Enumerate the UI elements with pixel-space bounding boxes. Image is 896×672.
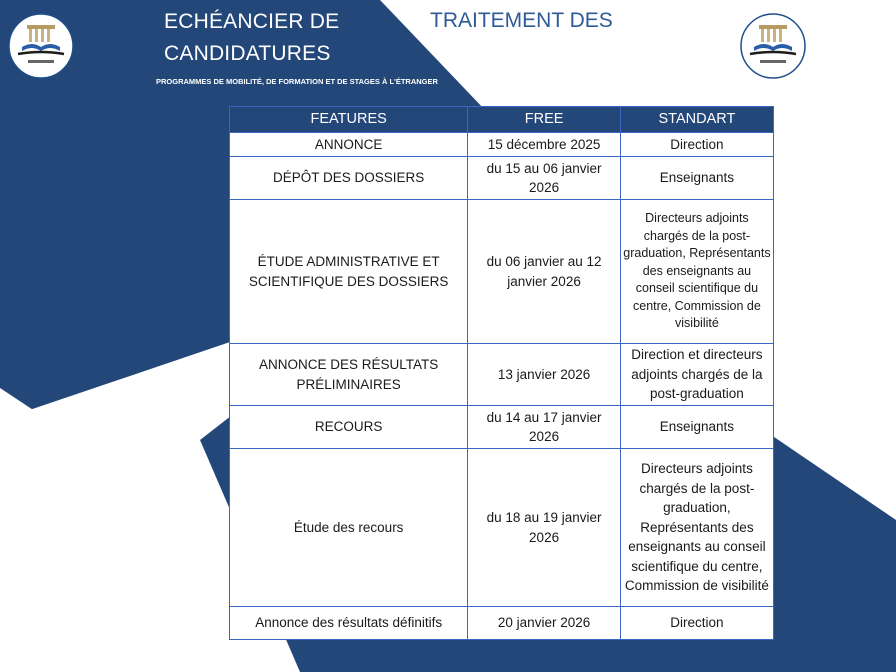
table-row xyxy=(230,406,774,449)
cell-free: du 14 au 17 janvier 2026 xyxy=(468,406,621,449)
table-row xyxy=(230,344,774,406)
cell-standart: Enseignants xyxy=(620,157,773,200)
table-row xyxy=(230,200,774,344)
cell-standart: Direction xyxy=(620,133,773,157)
page-title xyxy=(164,6,339,70)
cell-feature: RECOURS xyxy=(230,406,468,449)
cell-standart: Direction et directeurs adjoints chargés de la post-graduation xyxy=(620,344,773,406)
cell-free: 20 janvier 2026 xyxy=(468,607,621,640)
cell-free: du 15 au 06 janvier 2026 xyxy=(468,157,621,200)
column-header-free: FREE xyxy=(468,107,621,133)
table-row xyxy=(230,133,774,157)
table-row xyxy=(230,449,774,607)
cell-free: du 06 janvier au 12 janvier 2026 xyxy=(468,200,621,344)
cell-feature: DÉPÔT DES DOSSIERS xyxy=(230,157,468,200)
table-row xyxy=(230,607,774,640)
title-line-1: ECHÉANCIER DE xyxy=(164,10,340,33)
cell-standart: Direction xyxy=(620,607,773,640)
secondary-title: TRAITEMENT DES xyxy=(430,9,613,32)
university-logo xyxy=(740,13,806,79)
cell-standart: Enseignants xyxy=(620,406,773,449)
column-header-standart: STANDART xyxy=(620,107,773,133)
cell-feature: ANNONCE DES RÉSULTATS PRÉLIMINAIRES xyxy=(230,344,468,406)
cell-feature: Étude des recours xyxy=(230,449,468,607)
cell-feature: ANNONCE xyxy=(230,133,468,157)
university-logo xyxy=(8,13,74,79)
title-line-2: CANDIDATURES xyxy=(164,42,331,65)
table-header-row xyxy=(230,107,774,133)
cell-standart: Directeurs adjoints chargés de la post-graduation, Représentants des enseignants au conseil scientifique du centre, Commission de visibilité xyxy=(620,449,773,607)
schedule-table xyxy=(229,106,774,640)
cell-feature: Annonce des résultats définitifs xyxy=(230,607,468,640)
column-header-features: FEATURES xyxy=(230,107,468,133)
cell-feature: ÉTUDE ADMINISTRATIVE ET SCIENTIFIQUE DES DOSSIERS xyxy=(230,200,468,344)
cell-standart: Directeurs adjoints chargés de la post-graduation, Représentants des enseignants au conseil scientifique du centre, Commission de visibilité xyxy=(620,200,773,344)
cell-free: 13 janvier 2026 xyxy=(468,344,621,406)
cell-free: 15 décembre 2025 xyxy=(468,133,621,157)
page-subtitle: PROGRAMMES DE MOBILITÉ, DE FORMATION ET DE STAGES À L'ÉTRANGER xyxy=(156,77,438,86)
cell-free: du 18 au 19 janvier 2026 xyxy=(468,449,621,607)
table-row xyxy=(230,157,774,200)
